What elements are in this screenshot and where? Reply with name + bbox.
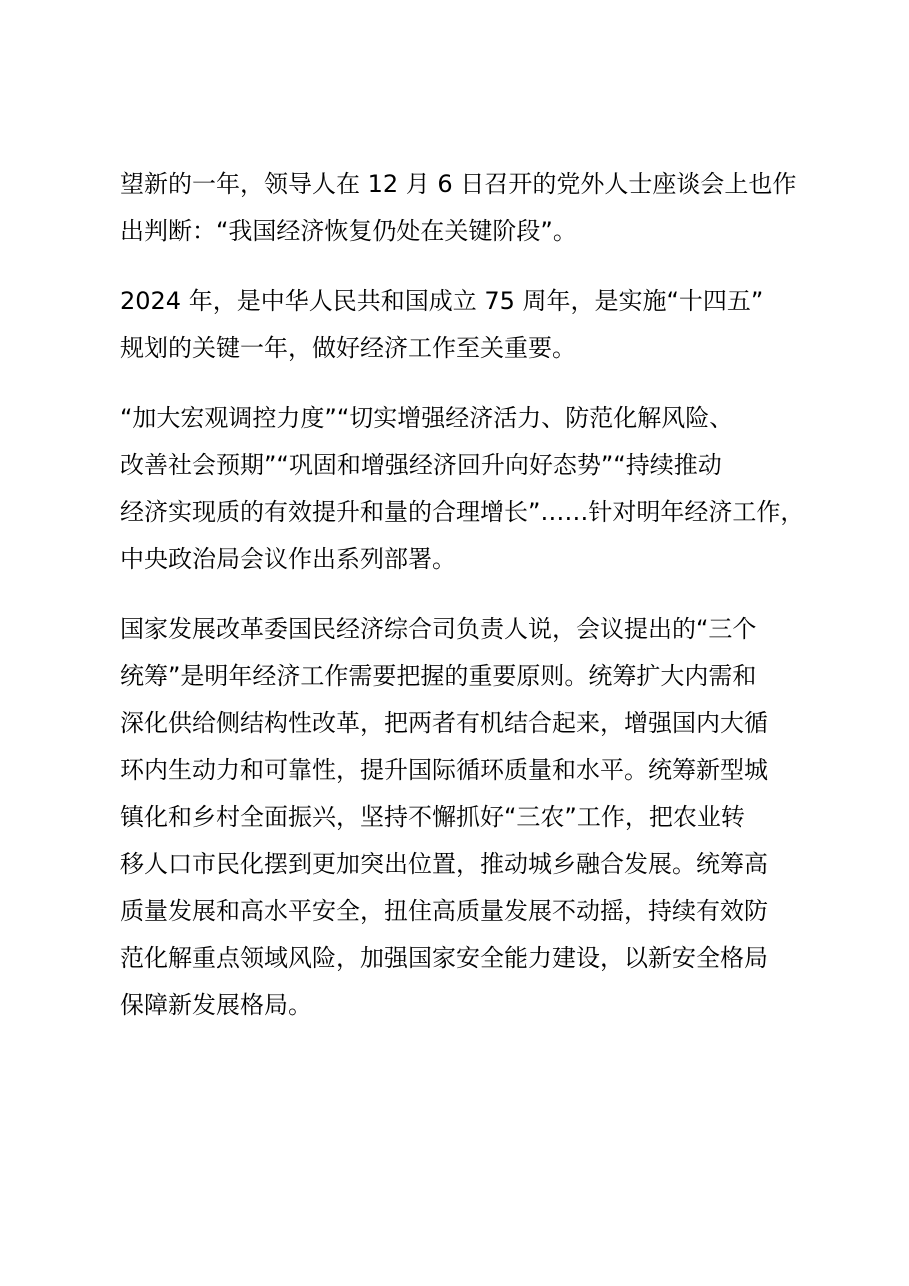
text-line: 望新的一年，领导人在 12 月 6 日召开的党外人士座谈会上也作 <box>120 170 797 198</box>
paragraph-3 <box>120 399 820 579</box>
text-line: 改善社会预期”“巩固和增强经济回升向好态势”“持续推动 <box>120 451 722 479</box>
paragraph-1 <box>120 165 820 251</box>
text-line: “加大宏观调控力度”“切实增强经济活力、防范化解风险、 <box>120 404 734 432</box>
paragraph-2 <box>120 282 820 368</box>
text-line: 统筹”是明年经济工作需要把握的重要原则。统筹扩大内需和 <box>120 662 757 690</box>
document-body <box>120 165 820 1056</box>
text-line: 中央政治局会议作出系列部署。 <box>120 545 456 573</box>
text-line: 经济实现质的有效提升和量的合理增长”……针对明年经济工作， <box>120 498 805 526</box>
text-line: 质量发展和高水平安全，扭住高质量发展不动摇，持续有效防 <box>120 897 768 925</box>
text-line: 移人口市民化摆到更加突出位置，推动城乡融合发展。统筹高 <box>120 850 768 878</box>
text-line: 镇化和乡村全面振兴，坚持不懈抓好“三农”工作，把农业转 <box>120 803 745 831</box>
text-line: 规划的关键一年，做好经济工作至关重要。 <box>120 334 576 362</box>
paragraph-4 <box>120 610 820 1025</box>
text-line: 范化解重点领域风险，加强国家安全能力建设，以新安全格局 <box>120 944 768 972</box>
text-line: 2024 年，是中华人民共和国成立 75 周年，是实施“十四五” <box>120 287 764 315</box>
text-line: 保障新发展格局。 <box>120 991 312 1019</box>
text-line: 出判断：“我国经济恢复仍处在关键阶段”。 <box>120 217 577 245</box>
text-line: 环内生动力和可靠性，提升国际循环质量和水平。统筹新型城 <box>120 756 768 784</box>
text-line: 国家发展改革委国民经济综合司负责人说，会议提出的“三个 <box>120 615 757 643</box>
text-line: 深化供给侧结构性改革，把两者有机结合起来，增强国内大循 <box>120 709 768 737</box>
